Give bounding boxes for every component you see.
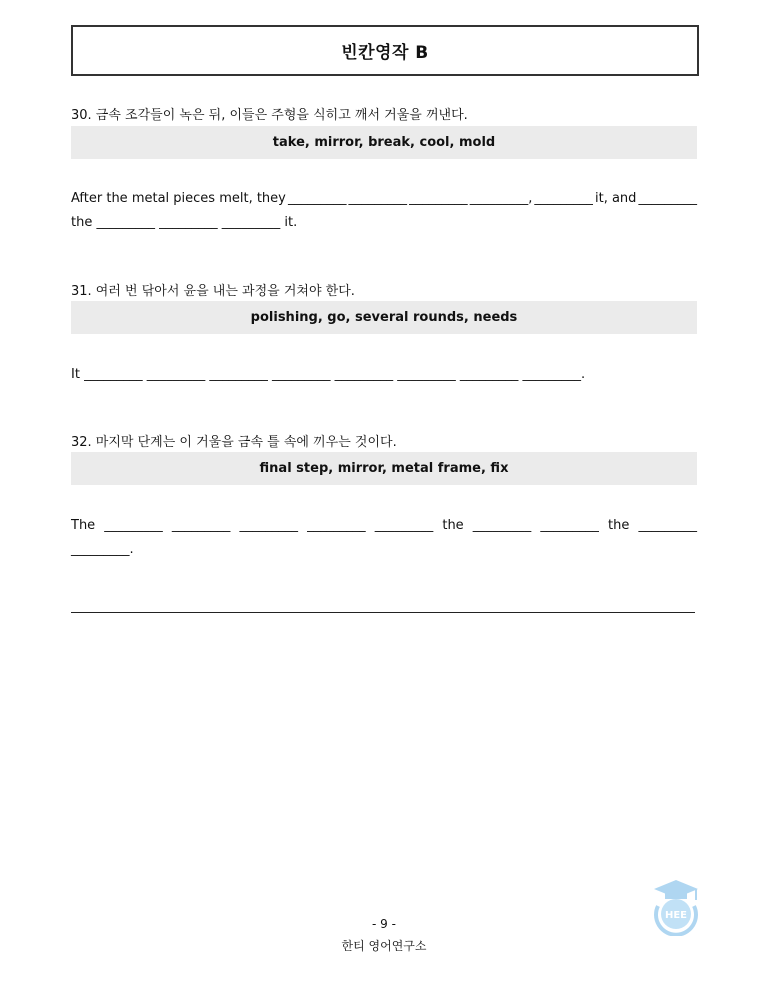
answer-text: it, and xyxy=(594,191,637,206)
answer-text: After the metal pieces melt, they xyxy=(71,191,286,206)
question-30-answer-line-2[interactable]: the _________ _________ _________ it. xyxy=(71,215,298,230)
answer-blank[interactable]: _________ xyxy=(104,518,163,533)
question-31-hint: polishing, go, several rounds, needs xyxy=(71,301,697,334)
answer-text: The xyxy=(71,518,96,533)
answer-blank[interactable]: _________ xyxy=(348,191,408,206)
logo-text: HEE xyxy=(664,910,688,921)
question-31-prompt: 31. 여러 번 닦아서 윤을 내는 과정을 거쳐야 한다. xyxy=(71,284,355,299)
answer-blank[interactable]: _________ xyxy=(171,518,231,533)
answer-blank[interactable]: _________, xyxy=(469,191,533,206)
answer-blank[interactable]: _________ xyxy=(638,191,697,206)
question-31-answer-line-1[interactable]: It _________ _________ _________ _________ _________ _________ _________ _________. xyxy=(71,367,586,382)
answer-text: the xyxy=(608,518,630,533)
answer-text: the xyxy=(442,518,464,533)
answer-blank[interactable]: _________ xyxy=(287,191,347,206)
question-30-prompt: 30. 금속 조각들이 녹은 뒤, 이들은 주형을 식히고 깨서 거울을 꺼낸다. xyxy=(71,108,468,123)
answer-blank[interactable]: _________ xyxy=(239,518,299,533)
footer-organization: 한티 영어연구소 xyxy=(341,939,427,953)
answer-blank[interactable]: _________ xyxy=(374,518,434,533)
worksheet-title: 빈칸영작 B xyxy=(71,25,699,76)
question-32-prompt: 32. 마지막 단계는 이 거울을 금속 틀 속에 끼우는 것이다. xyxy=(71,435,397,450)
answer-blank[interactable]: _________ xyxy=(409,191,468,206)
hee-logo-icon xyxy=(648,876,704,936)
question-30-hint: take, mirror, break, cool, mold xyxy=(71,126,697,159)
answer-blank[interactable]: _________ xyxy=(307,518,366,533)
question-32-answer-line-1 xyxy=(71,518,697,533)
question-32-hint: final step, mirror, metal frame, fix xyxy=(71,452,697,485)
answer-blank[interactable]: _________ xyxy=(534,191,593,206)
answer-blank[interactable]: _________ xyxy=(638,518,697,533)
page-number: - 9 - xyxy=(372,917,396,931)
question-32-answer-line-2[interactable]: _________. xyxy=(71,542,134,557)
divider-line xyxy=(71,612,695,613)
answer-blank[interactable]: _________ xyxy=(472,518,532,533)
answer-blank[interactable]: _________ xyxy=(540,518,599,533)
question-30-answer-line-1 xyxy=(71,191,697,206)
